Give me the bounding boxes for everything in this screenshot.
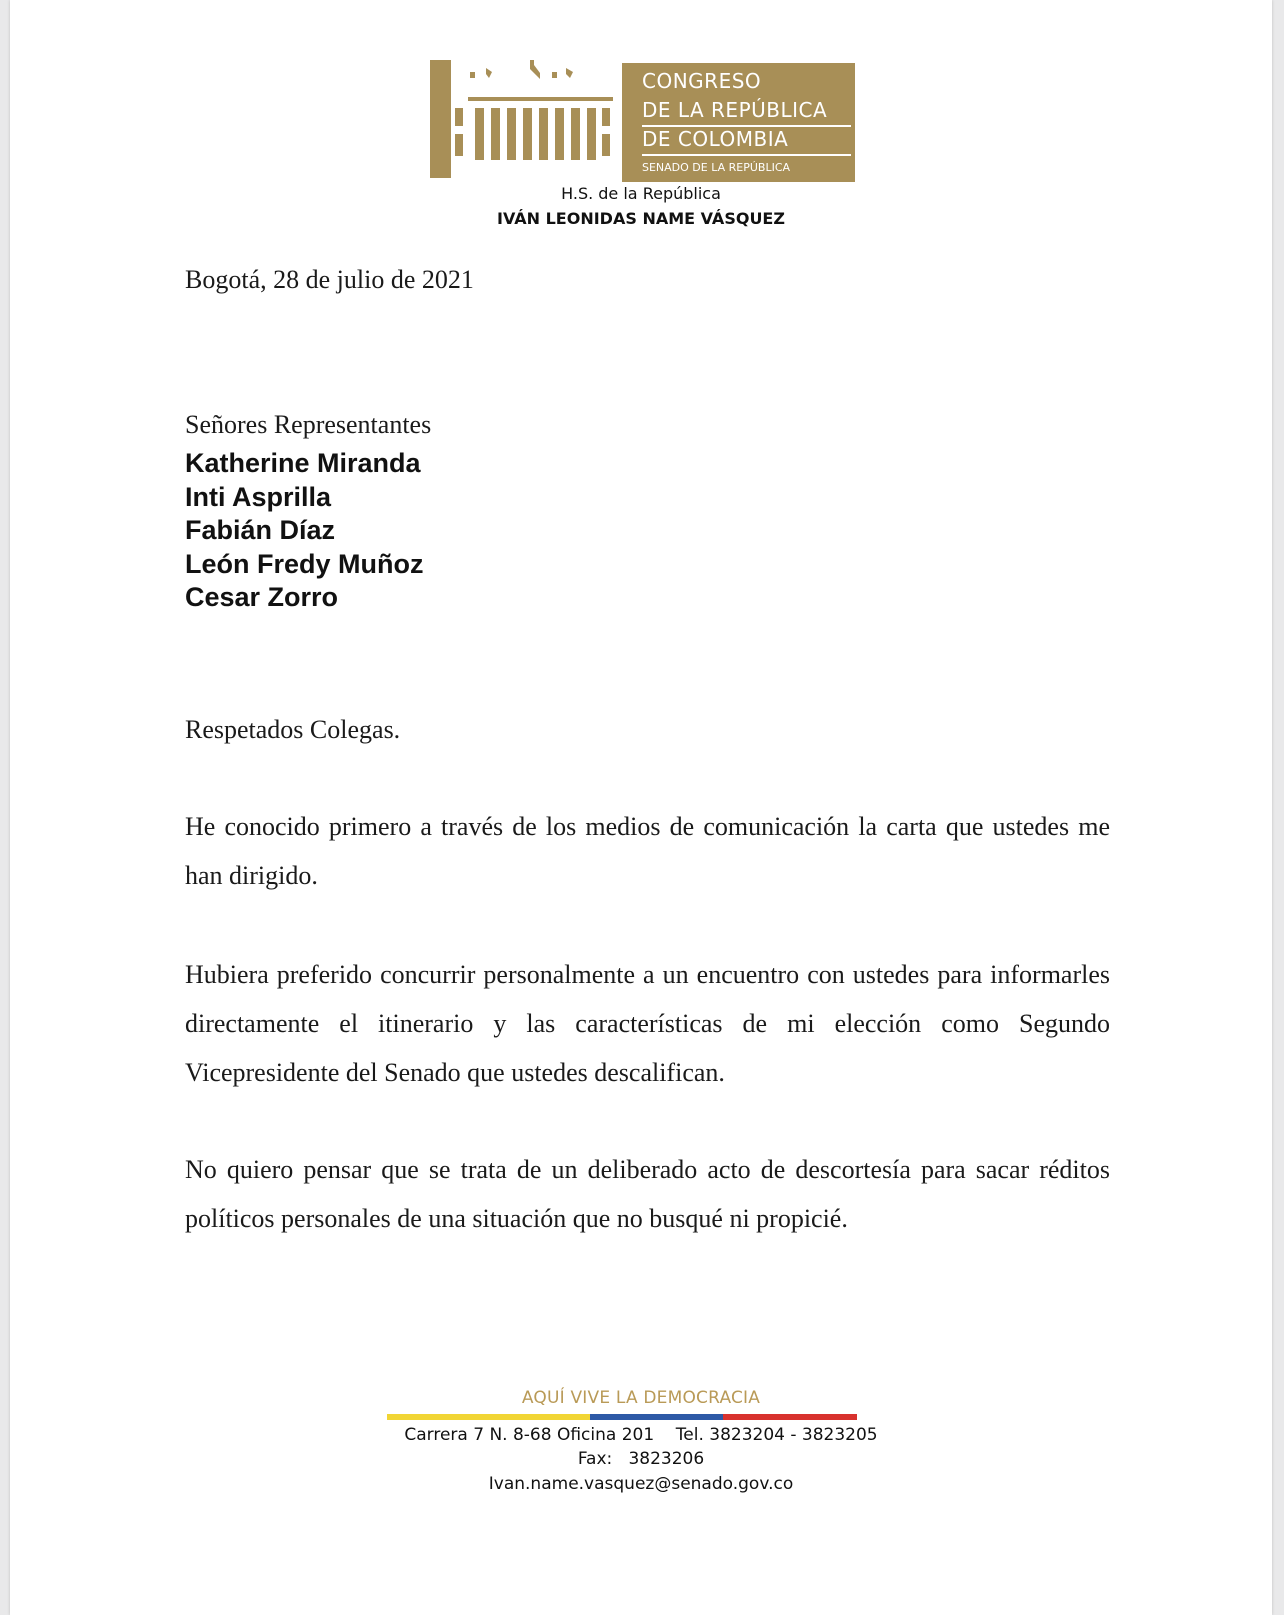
letter-date: Bogotá, 28 de julio de 2021 [185,265,474,294]
congress-logo [430,60,855,182]
salutation: Señores Representantes [185,410,432,439]
letter-page [10,0,1272,1615]
recipient-name: Inti Asprilla [185,481,332,512]
sender-name: IVÁN LEONIDAS NAME VÁSQUEZ [497,209,785,228]
paragraph-3: No quiero pensar que se trata de un deliberado acto de descortesía para sacar réditos políticos personales de una situación que no busqué ni propicié. [185,1155,1110,1233]
recipient-name: León Fredy Muñoz [185,548,424,579]
logo-subtitle: SENADO DE LA REPÚBLICA [642,161,791,174]
flag-stripe-yellow [387,1414,590,1420]
recipient-name: Cesar Zorro [185,582,339,612]
flag-stripe-blue [590,1414,723,1420]
logo-line-republica: DE LA REPÚBLICA [642,98,828,122]
paragraph-1: He conocido primero a través de los medios de comunicación la carta que ustedes me han dirigido. [185,812,1110,890]
logo-line-congreso: CONGRESO [642,69,762,93]
footer-address: Carrera 7 N. 8-68 Oficina 201 Tel. 3823204 - 3823205 [404,1425,878,1445]
logo-title-box [622,63,855,182]
greeting: Respetados Colegas. [185,715,401,744]
logo-line-colombia: DE COLOMBIA [642,127,789,151]
capitol-emblem-icon [430,60,622,182]
footer-slogan: AQUÍ VIVE LA DEMOCRACIA [521,1388,761,1408]
sender-title: H.S. de la República [561,184,721,203]
flag-stripe-red [723,1414,857,1420]
recipient-list [185,447,424,615]
footer-email: Ivan.name.vasquez@senado.gov.co [488,1474,794,1494]
footer-fax: Fax: 3823206 [577,1449,705,1469]
paragraph-2: Hubiera preferido concurrir personalmente a un encuentro con ustedes para informarles directamente el itinerario y las características de mi elección como Segundo Vicepresidente del Senado que ustedes descalifican. [185,960,1110,1087]
recipient-name: Katherine Miranda [185,448,421,478]
recipient-name: Fabián Díaz [185,515,336,545]
